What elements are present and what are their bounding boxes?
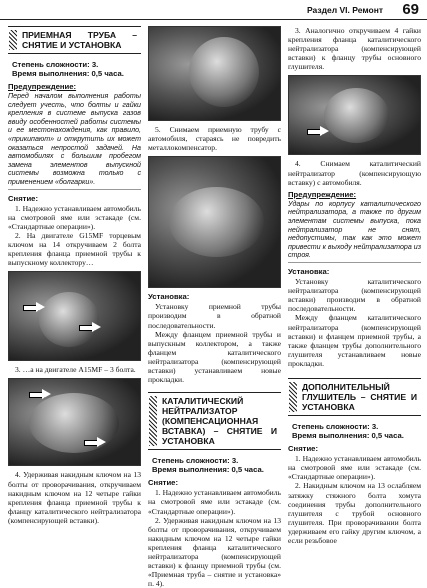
step-text: 3. Аналогично откручиваем 4 гайки крепления фланца каталитического нейтрализатора (компенсирующей вставки) к фланцу трубы основного глушителя. xyxy=(288,26,421,72)
step-text: 1. Надежно устанавливаем автомобиль на смотровой яме или эстакаде (см. «Стандартные операции»). xyxy=(148,488,281,516)
arrow-icon xyxy=(307,126,329,136)
page-number: 69 xyxy=(402,1,419,18)
install-heading: Установка: xyxy=(288,267,330,276)
step-text: Установку приемной трубы производим в обратной последовательности. xyxy=(148,302,281,330)
column-3 xyxy=(288,26,421,545)
install-heading: Установка: xyxy=(148,292,190,302)
photo-catalytic-flange xyxy=(288,75,421,155)
step-text: 2. Накидным ключом на 13 ослабляем затяжку стяжного болта хомута соединения трубы дополнительного глушителя с трубой основного глушителя. При проворачивании болта удерживаем его гайку другим ключом, а если резьбовое xyxy=(288,481,421,545)
section-heading-auxiliary-muffler: ДОПОЛНИТЕЛЬНЫЙ ГЛУШИТЕЛЬ – СНЯТИЕ И УСТАНОВКА xyxy=(288,378,421,416)
arrow-icon xyxy=(23,302,45,312)
step-text: Установку каталитического нейтрализатора (компенсирующей вставки) производим в обратной последовательности. xyxy=(288,277,421,314)
column-1 xyxy=(8,26,141,525)
section-title: Раздел VI. Ремонт xyxy=(307,5,383,15)
arrow-icon xyxy=(29,389,51,399)
step-text: 2. Удерживая накидным ключом на 13 болты от проворачивания, откручиваем накидным ключом на 12 четыре гайки крепления фланца каталитического нейтрализатора (компенсирующей вставки) к фланцу приемной трубы (см. «Приемная труба – снятие и установка» п. 4). xyxy=(148,515,281,588)
warning-text: Удары по корпусу каталитического нейтрализатора, а также по другим элементам системы выпуска, пока нейтрализатор не снят, недопустимы, так как это может привести к выходу нейтрализатора из строя. xyxy=(288,200,421,263)
section-heading-intake-pipe: ПРИЕМНАЯ ТРУБА – СНЯТИЕ И УСТАНОВКА xyxy=(8,26,141,54)
photo-detail xyxy=(324,88,389,143)
step-text: 2. На двигателе G15MF торцевым ключом на 14 откручиваем 2 болта крепления фланца приемной трубы к выпускному коллектору… xyxy=(8,231,141,268)
time-label: Время выполнения: 0,5 часа. xyxy=(152,465,264,475)
photo-detail xyxy=(169,187,264,257)
difficulty-label: Степень сложности: 3. xyxy=(12,60,99,69)
step-text: Между фланцем приемной трубы и выпускным коллектором, а также фланцем каталитического нейтрализатора (компенсирующей вставки) устанавливаем новые прокладки. xyxy=(148,329,281,385)
step-text: 3. …а на двигателе A15MF – 3 болта. xyxy=(15,365,136,375)
photo-intake-pipe-removed xyxy=(148,26,281,121)
difficulty-label: Степень сложности: 3. xyxy=(292,422,379,432)
time-label: Время выполнения: 0,5 часа. xyxy=(12,69,124,78)
photo-flange-nuts xyxy=(8,378,141,466)
warning-heading: Предупреждение: xyxy=(8,82,77,91)
step-text: 1. Надежно устанавливаем автомобиль на смотровой яме или эстакаде (см. «Стандартные операции»). xyxy=(8,203,141,231)
photo-exhaust-manifold-bolts xyxy=(8,271,141,361)
step-text: 1. Надежно устанавливаем автомобиль на смотровой яме или эстакаде (см. «Стандартные операции»). xyxy=(288,454,421,482)
photo-detail xyxy=(189,37,259,107)
column-2 xyxy=(148,26,281,588)
time-label: Время выполнения: 0,5 часа. xyxy=(292,431,404,441)
page-header xyxy=(0,0,427,20)
step-text: 4. Удерживая накидным ключом на 13 болты от проворачивания, откручиваем накидным ключом на 12 четыре гайки крепления фланца приемной трубы к фланцу каталитического нейтрализатора (компенсирующей вставки). xyxy=(8,470,141,525)
warning-heading: Предупреждение: xyxy=(288,189,357,199)
arrow-icon xyxy=(84,437,106,447)
photo-detail xyxy=(39,292,99,347)
removal-heading: Снятие: xyxy=(148,478,179,488)
arrow-icon xyxy=(79,322,101,332)
step-text: 5. Снимаем приемную трубу с автомобиля, стараясь не повредить металлокомпенсатор. xyxy=(148,125,281,153)
warning-text: Перед началом выполнения работы следует учесть, что болты и гайки крепления в системе выпуска газов ввиду особенностей работы системы и ее местонахождения, как правило, «прикипают» и открутить их может оказаться непростой задачей. На автомобилях с большим пробегом замена элементов выпускной системы возможна только с применением «болгарки». xyxy=(8,92,141,190)
removal-heading: Снятие: xyxy=(288,444,319,454)
difficulty-label: Степень сложности: 3. xyxy=(152,456,239,466)
removal-heading: Снятие: xyxy=(8,193,39,203)
step-text: Между фланцем каталитического нейтрализатора (компенсирующей вставки) и фланцем приемной трубы, а также фланцем трубы дополнительного глушителя устанавливаем новые прокладки. xyxy=(288,313,421,368)
step-text: 4. Снимаем каталитический нейтрализатор (компенсирующую вставку) с автомобиля. xyxy=(288,159,421,187)
photo-underbody xyxy=(148,156,281,288)
section-heading-catalytic-converter: КАТАЛИТИЧЕСКИЙ НЕЙТРАЛИЗАТОР (КОМПЕНСАЦИОННАЯ ВСТАВКА) – СНЯТИЕ И УСТАНОВКА xyxy=(148,392,281,450)
